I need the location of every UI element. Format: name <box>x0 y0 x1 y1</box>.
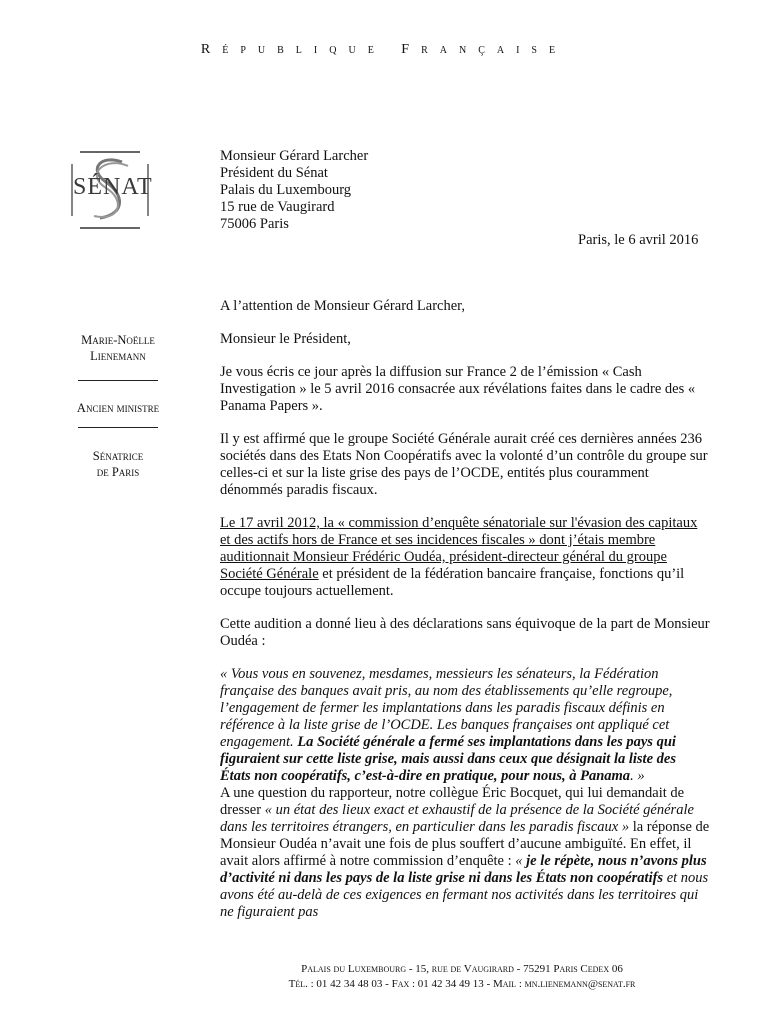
recipient-line: 75006 Paris <box>220 216 289 232</box>
sender-name-line1: Marie-Noëlle <box>81 333 155 347</box>
paragraph: Je vous écris ce jour après la diffusion sur France 2 de l’émission « Cash Investigation » le 5 avril 2016 consacrée aux révélations faites dans le cadre des « Panama Papers ». <box>220 364 696 414</box>
recipient-address <box>220 148 368 233</box>
paragraph <box>220 515 710 600</box>
underlined-passage: Le 17 avril 2012, la « commission d’enquête sénatoriale sur l'évasion des capitaux et des actifs hors de France et ses incidences fiscales » dont j’étais membre auditionnait Monsieur Frédéric Oudéa, président-directeur général du groupe Société Générale <box>220 515 698 582</box>
paragraph <box>220 785 710 921</box>
sidebar-name <box>52 332 184 381</box>
quote-end: et nous avons été au-delà de ces exigences en fermant nos activités dans les territoires qui ne figuraient pas <box>220 870 709 920</box>
quote-text: « Vous vous en souvenez, mesdames, messieurs les sénateurs, la Fédération française des banques avait pris, au nom des établissements qu’elle regroupe, l’engagement de fermer les implantations dans les paradis fiscaux définis en référence à la liste grise de l’OCDE. Les banques françaises ont appliqué cet engagement. <box>220 666 673 750</box>
quote-paragraph <box>220 666 710 785</box>
quote-bold: La Société générale a fermé ses implantations dans les pays qui figuraient sur cette liste grise, mais aussi dans ceux que désignait la liste des États non coopératifs, c’est-à-dire en pratique, pour nous, à Panama <box>220 734 676 784</box>
sender-title-line1: Sénatrice <box>92 449 144 463</box>
sidebar-divider-2 <box>52 427 184 428</box>
letter-body <box>220 298 710 921</box>
attention-line: A l’attention de Monsieur Gérard Larcher, <box>220 298 466 314</box>
paragraph-text: et président de la fédération bancaire française, fonctions qu’il occupe toujours actuellement. <box>220 566 685 599</box>
paragraph: Cette audition a donné lieu à des déclarations sans équivoque de la part de Monsieur Oudéa : <box>220 616 710 649</box>
sidebar-divider <box>78 427 158 428</box>
quote-bold: je le répète, nous n’avons plus d’activité ni dans les pays de la liste grise ni dans les États non coopératifs <box>220 853 707 886</box>
recipient-line: Monsieur Gérard Larcher <box>220 148 369 164</box>
page-footer <box>78 962 768 992</box>
paragraph: Il y est affirmé que le groupe Société Générale aurait créé ces dernières années 236 sociétés dans des Etats Non Coopératifs avec la volonté d’un contrôle du groupe sur celles-ci et sur la liste grise des pays de l’OCDE, entités plus couramment dénommés paradis fiscaux. <box>220 431 708 498</box>
footer-contact: Tél. : 01 42 34 48 03 - Fax : 01 42 34 49 13 - Mail : mn.lienemann@senat.fr <box>288 978 636 990</box>
recipient-line: 15 rue de Vaugirard <box>220 199 335 215</box>
quote-end: . » <box>630 768 645 784</box>
quote-inline: « un état des lieux exact et exhaustif de la présence de la Société générale dans les territoires étrangers, en particulier dans les paradis fiscaux » <box>220 802 694 835</box>
page-header-title: République Française <box>200 42 568 57</box>
footer-address: Palais du Luxembourg - 15, rue de Vaugirard - 75291 Paris Cedex 06 <box>301 963 623 975</box>
sender-role: Ancien ministre <box>76 401 160 415</box>
recipient-line: Palais du Luxembourg <box>220 182 352 198</box>
paragraph-text: la réponse de Monsieur Oudéa n’avait une fois de plus souffert d’aucune ambiguïté. En effet, il avait alors affirmé à notre commission d’enquête : <box>220 819 710 869</box>
quote-open: « <box>515 853 527 869</box>
senat-logo-text: SÉNAT <box>73 174 153 200</box>
paragraph-text: A une question du rapporteur, notre collègue Éric Bocquet, qui lui demandait de dresser <box>220 785 685 818</box>
sender-name-line2: Lienemann <box>90 349 146 363</box>
sender-title-line2: de Paris <box>96 465 140 479</box>
letter-date: Paris, le 6 avril 2016 <box>578 232 699 248</box>
sender-title <box>52 448 184 480</box>
recipient-line: Président du Sénat <box>220 165 328 181</box>
salutation: Monsieur le Président, <box>220 331 351 347</box>
sidebar-divider <box>78 380 158 381</box>
